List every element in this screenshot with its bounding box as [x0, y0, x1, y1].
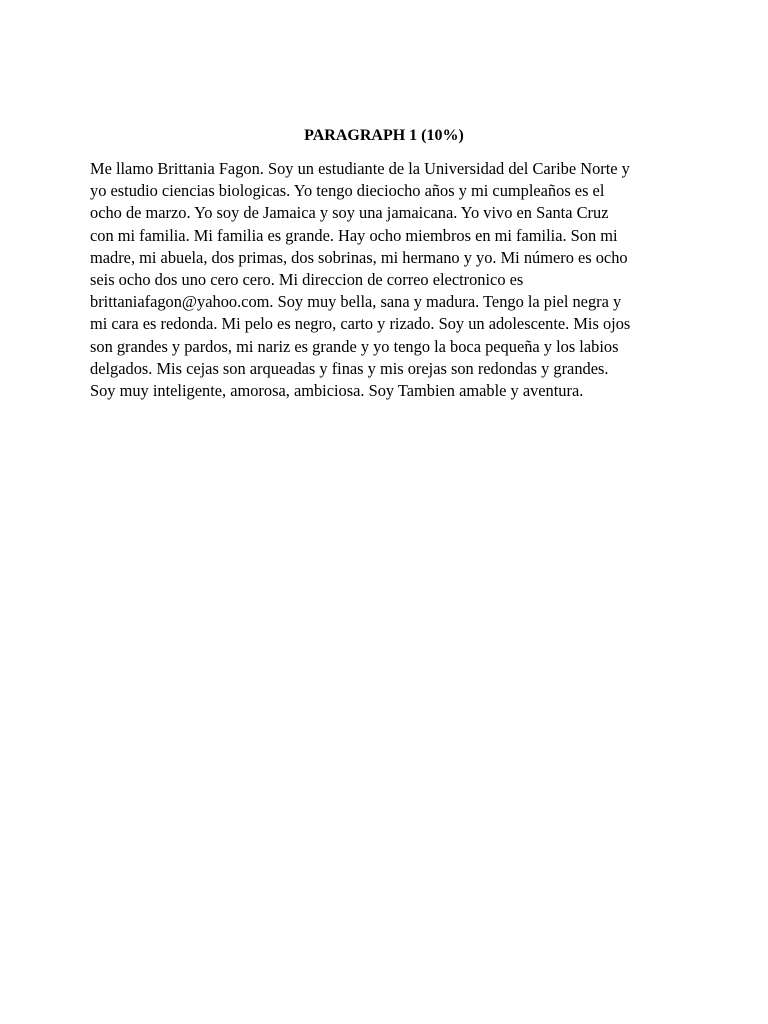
paragraph-line: yo estudio ciencias biologicas. Yo tengo dieciocho años y mi cumpleaños es el: [90, 181, 605, 201]
paragraph-line: son grandes y pardos, mi nariz es grande y yo tengo la boca pequeña y los labios: [90, 336, 619, 356]
paragraph-line: delgados. Mis cejas son arqueadas y finas y mis orejas son redondas y grandes.: [90, 358, 609, 378]
paragraph-line: Soy muy inteligente, amorosa, ambiciosa. Soy Tambien amable y aventura.: [90, 381, 584, 401]
paragraph-line: madre, mi abuela, dos primas, dos sobrinas, mi hermano y yo. Mi número es ocho: [90, 247, 628, 267]
body-paragraph: [90, 158, 690, 402]
paragraph-line: brittaniafagon@yahoo.com. Soy muy bella, sana y madura. Tengo la piel negra y: [90, 292, 622, 312]
paragraph-line: con mi familia. Mi familia es grande. Hay ocho miembros en mi familia. Son mi: [90, 225, 618, 245]
paragraph-line: mi cara es redonda. Mi pelo es negro, carto y rizado. Soy un adolescente. Mis ojos: [90, 314, 631, 334]
paragraph-line: ocho de marzo. Yo soy de Jamaica y soy una jamaicana. Yo vivo en Santa Cruz: [90, 203, 609, 223]
page-heading: PARAGRAPH 1 (10%): [304, 127, 464, 144]
paragraph-line: seis ocho dos uno cero cero. Mi direccion de correo electronico es: [90, 270, 524, 290]
paragraph-line: Me llamo Brittania Fagon. Soy un estudiante de la Universidad del Caribe Norte y: [90, 159, 630, 178]
